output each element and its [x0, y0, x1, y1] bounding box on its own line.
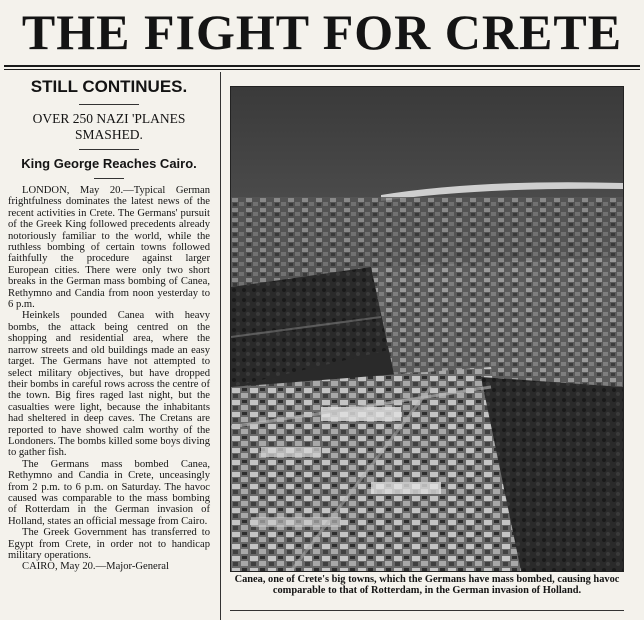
- aerial-photo: [230, 86, 624, 572]
- deck-divider: [94, 178, 124, 179]
- headline: THE FIGHT FOR CRETE: [21, 4, 623, 60]
- building-highlight: [321, 407, 401, 421]
- top-rule-thin: [4, 69, 640, 70]
- building-highlight: [261, 447, 321, 457]
- caption-rule: [230, 610, 624, 611]
- article-column: [4, 72, 214, 620]
- deck-divider: [79, 149, 139, 150]
- top-rule: [4, 65, 640, 67]
- aerial-photo-art: [231, 87, 623, 571]
- building-highlight: [371, 482, 441, 494]
- article-body: [4, 185, 214, 573]
- paragraph: The Greek Government has transferred to Egypt from Crete, in order not to handicap military operations.: [8, 527, 210, 561]
- paragraph: LONDON, May 20.—Typical German frightfulness dominates the latest news of the recent activities in Crete. The Germans' pursuit of the Greek King followed precedents already notoriously familiar to the world, while the ruthless bombing of certain towns followed faithfully the procedure against larger European cities. There were only two short breaks in the German mass bombing of Canea, Rethymno and Candia from noon yesterday to 6 p.m.: [8, 185, 210, 311]
- deck-planes-line2: SMASHED.: [75, 127, 143, 142]
- sea-area: [231, 87, 623, 197]
- deck-planes-line1: OVER 250 NAZI 'PLANES: [32, 111, 186, 126]
- deck-planes: [4, 111, 214, 143]
- paragraph: The Germans mass bombed Canea, Rethymno and Candia in Crete, unceasingly from 2 p.m. to 6 p.m. on Saturday. The havoc caused was comparable to the mass bombing of Rotterdam in the German invasion of Holland, states an official message from Cairo.: [8, 458, 210, 527]
- deck-king-george: King George Reaches Cairo.: [21, 156, 197, 171]
- paragraph: Heinkels pounded Canea with heavy bombs, the attack being centred on the shopping and residential area, where the narrow streets and old buildings made an easy target. The Germans have not attempted to select military objectives, but have dropped their bombs in careful rows across the centre of the town. Big fires raged last night, but the casualties were light, because the inhabitants had sheltered in deep caves. The Cretans are reported to have showed calm worthy of the Londoners. The bombs killed some boys diving to gather fish.: [8, 310, 210, 459]
- photo-caption: Canea, one of Crete's big towns, which the Germans have mass bombed, causing havoc comparable to that of Rotterdam, in the German invasion of Holland.: [234, 574, 620, 597]
- deck-still-continues: STILL CONTINUES.: [30, 77, 188, 96]
- deck-divider: [79, 104, 139, 105]
- column-divider: [220, 72, 221, 620]
- paragraph: CAIRO, May 20.—Major-General: [22, 561, 169, 573]
